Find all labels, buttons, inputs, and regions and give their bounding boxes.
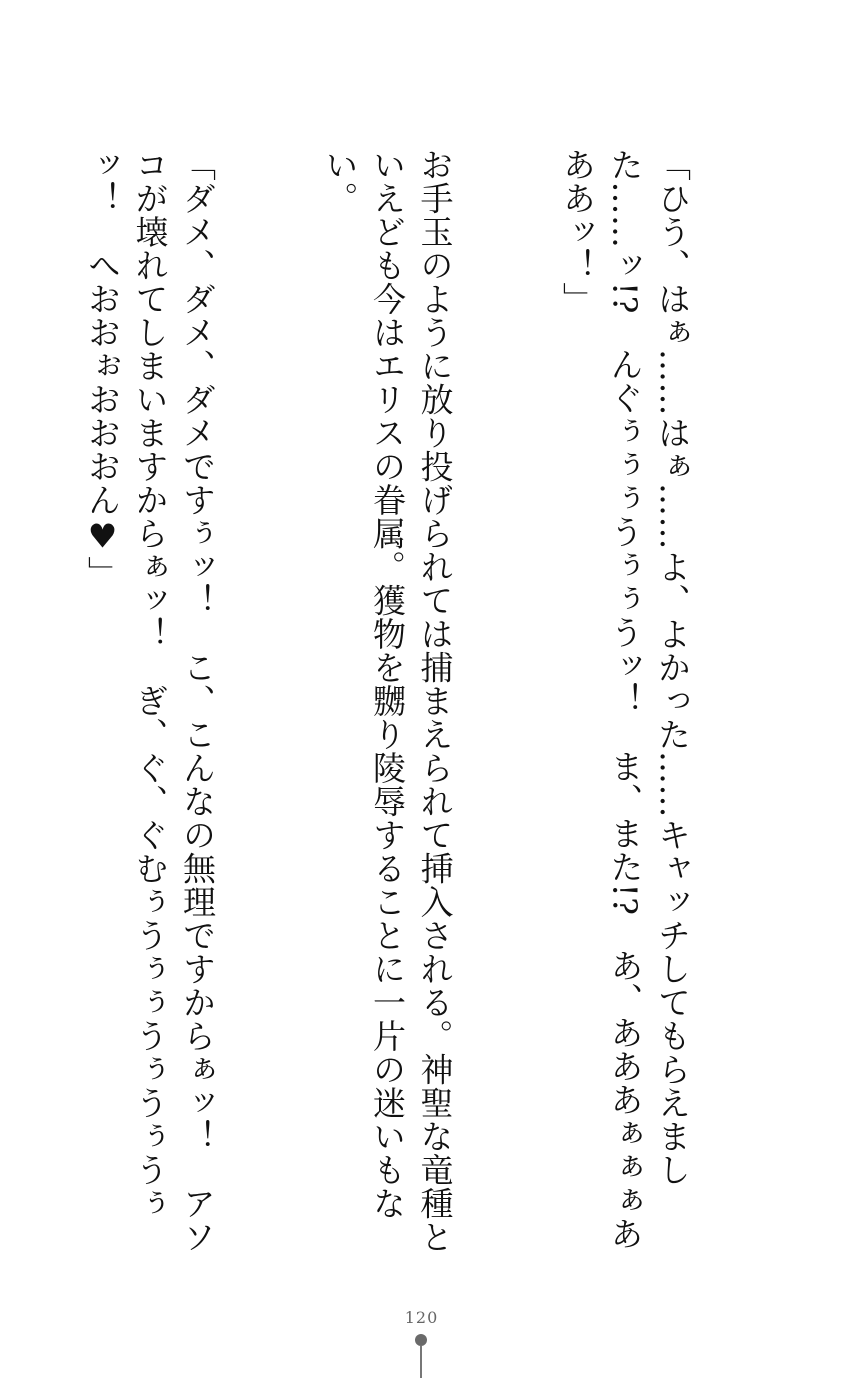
paragraph-3: 「ダメ、ダメ、ダメですぅッ！ こ、こんなの無理ですからぁッ！ アソコが壊れてしまいますからぁッ！ ぎ、ぐ、ぐむぅうぅぅうぅうぅうぅッ！ へおおぉおおおん♥」: [83, 148, 217, 1254]
folio-dot-ornament: [415, 1334, 427, 1346]
folio-line-ornament: [420, 1346, 422, 1378]
body-text: [0, 148, 791, 1278]
paragraph-1: 「ひう、はぁ……はぁ……よ、よかった……キャッチしてもらえました……ッ!? んぐぅぅぅうぅぅうッ！ ま、また!? あ、あああぁぁぁあああッ！」: [558, 148, 692, 1251]
paragraph-2: お手玉のように放り投げられては捕まえられて挿入される。神聖な竜種といえども今はエリスの眷属。獲物を嬲り陵辱することに一片の迷いもない。: [320, 148, 455, 1254]
page-number: 120: [404, 1308, 439, 1327]
